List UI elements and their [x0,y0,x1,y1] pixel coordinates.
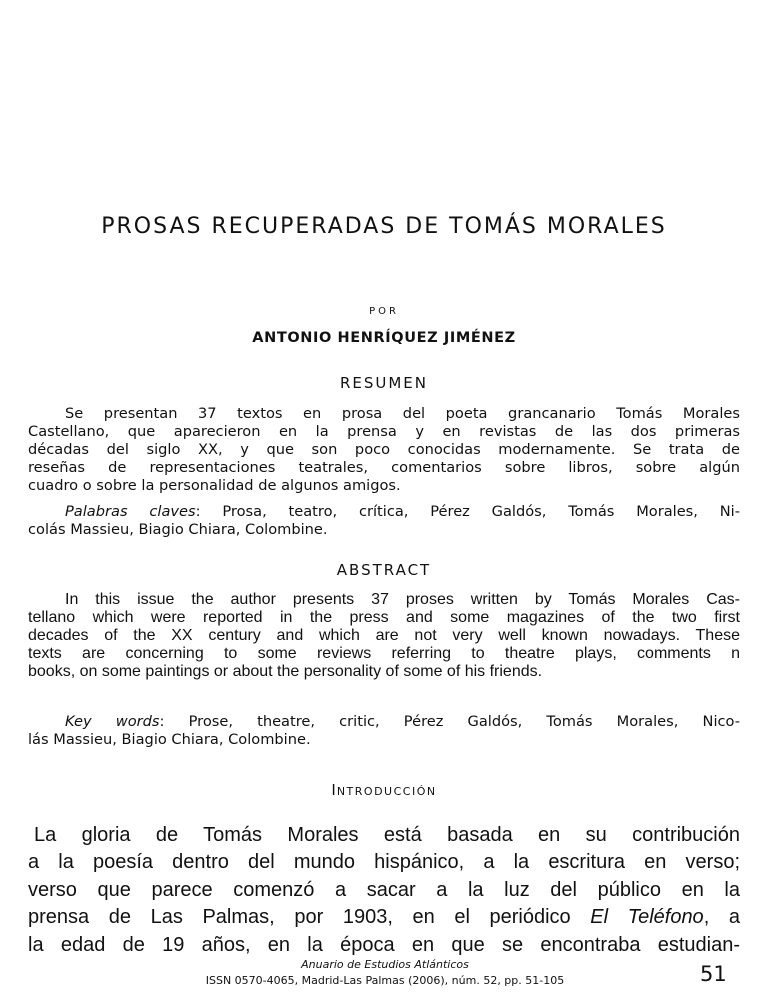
journal-name: Anuario de Estudios Atlánticos [301,958,469,971]
text-line: tellano which were reported in the press and some magazines of the two first [28,609,740,626]
article-title: PROSAS RECUPERADAS DE TOMÁS MORALES [101,214,667,239]
page-footer [150,957,620,989]
introduction-paragraph [28,822,740,959]
text-line: decades of the XX century and which are not very well known nowadays. These [28,627,740,644]
text-line: Castellano, que aparecieron en la prensa y en revistas de las dos primeras [28,423,740,440]
introduction-heading [0,781,768,799]
text-line: In this issue the author presents 37 proses written by Tomás Morales Cas- [65,591,740,608]
text-line: La gloria de Tomás Morales está basada en su contribución [34,824,740,846]
palabras-claves [28,503,740,539]
text-line: cuadro o sobre la personalidad de algunos amigos. [28,477,401,494]
text-line [28,713,740,731]
text-line: reseñas de representaciones teatrales, comentarios sobre libros, sobre algún [28,459,740,476]
by-label: POR [369,306,399,317]
page-number: 51 [700,962,727,986]
abstract-heading: ABSTRACT [336,561,432,579]
author-name: ANTONIO HENRÍQUEZ JIMÉNEZ [252,330,516,346]
heading-rest: NTRODUCCIÓN [336,785,437,798]
abstract-paragraph [28,591,740,681]
keywords-text: : Prose, theatre, critic, Pérez Galdós, Tomás Morales, Nico- [159,713,740,730]
text-line [28,904,740,931]
line-text: prensa de Las Palmas, por 1903, en el periódico [28,906,591,929]
text-line: books, on some paintings or about the personality of some of his friends. [28,663,543,680]
resumen-heading: RESUMEN [339,374,429,392]
text-line: la edad de 19 años, en la época en que se encontraba estudian- [28,933,740,956]
text-line: lás Massieu, Biagio Chiara, Colombine. [28,731,311,748]
key-words [28,713,740,749]
text-line [28,503,740,521]
keywords-label: Key words [65,713,160,730]
keywords-label: Palabras claves [65,503,196,520]
citation: ISSN 0570-4065, Madrid-Las Palmas (2006), núm. 52, pp. 51-105 [205,974,565,987]
text-line: a la poesía dentro del mundo hispánico, a la escritura en verso; [28,851,740,874]
text-line: texts are concerning to some reviews referring to theatre plays, comments n [28,645,740,662]
newspaper-title: El Teléfono [590,906,704,929]
text-line: colás Massieu, Biagio Chiara, Colombine. [28,521,328,538]
text-line: Se presentan 37 textos en prosa del poeta grancanario Tomás Morales [65,405,740,422]
line-text: , a [703,906,740,929]
heading-initial: I [331,781,337,799]
resumen-paragraph [28,405,740,495]
text-line: verso que parece comenzó a sacar a la luz del público en la [28,878,740,901]
text-line: décadas del siglo XX, y que son poco conocidas modernamente. Se trata de [28,441,740,458]
keywords-text: : Prosa, teatro, crítica, Pérez Galdós, Tomás Morales, Ni- [195,503,740,520]
